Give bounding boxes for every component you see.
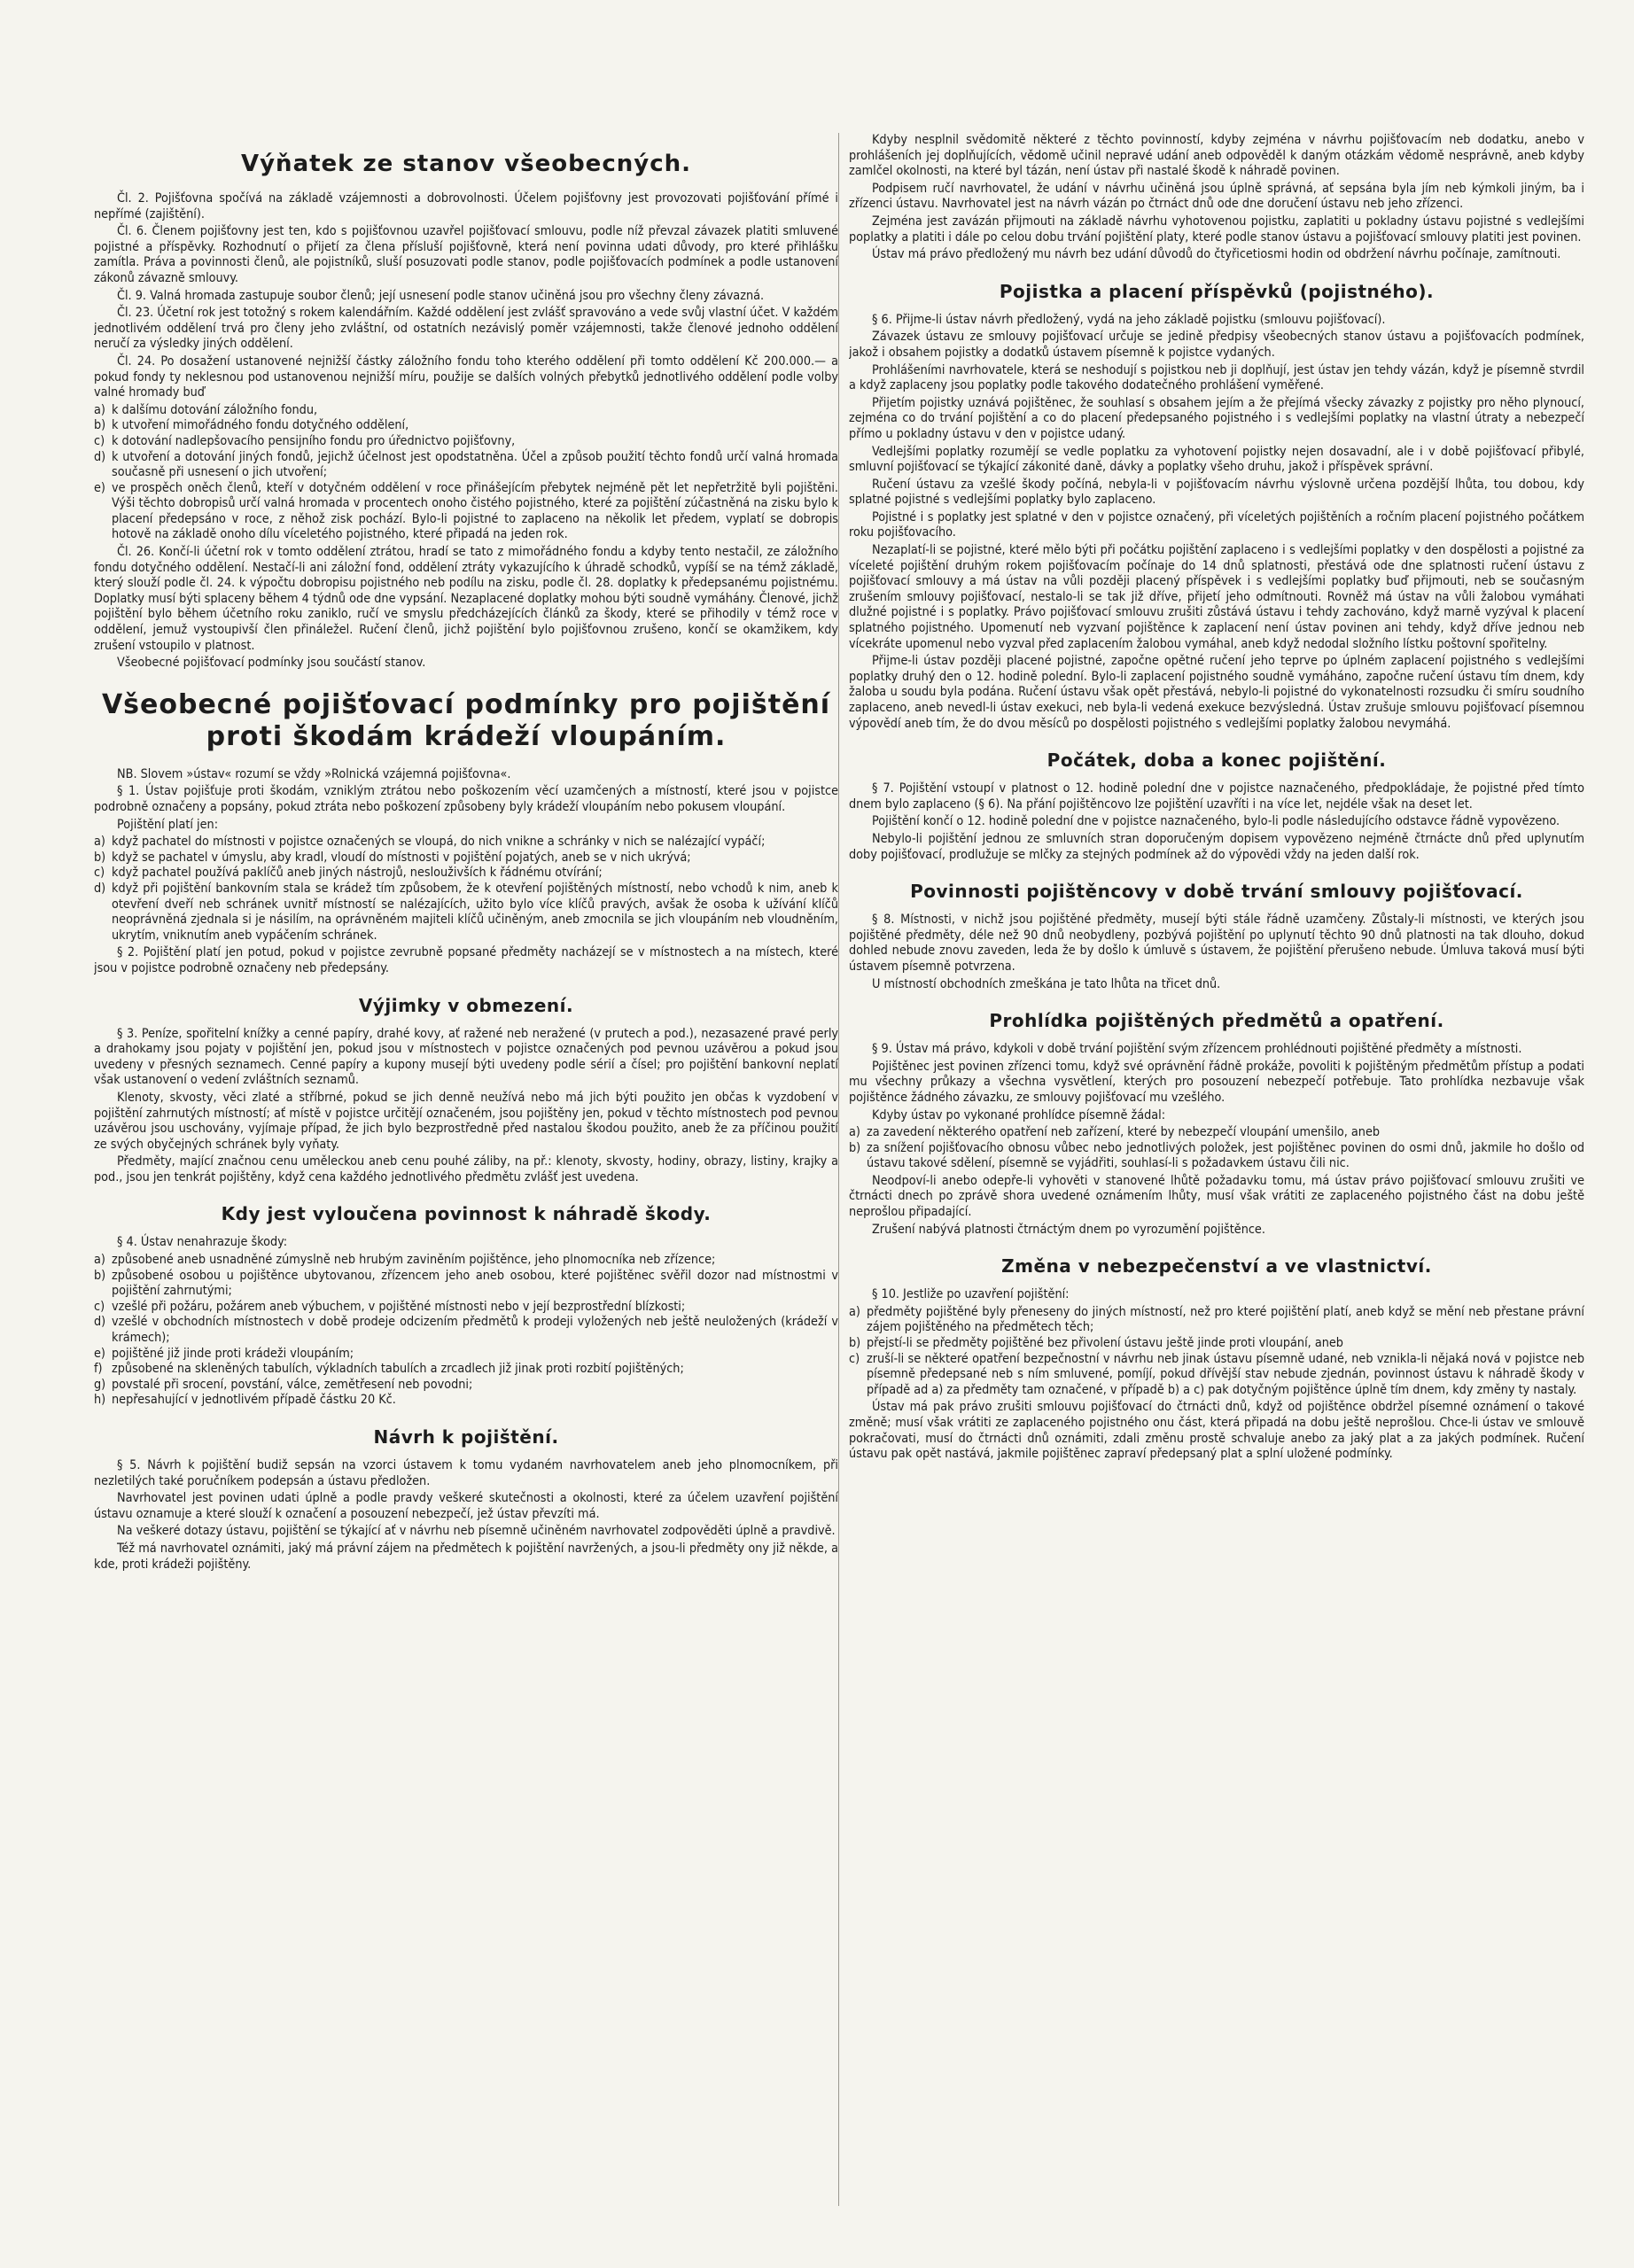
stanovy-title: Výňatek ze stanov všeobecných.	[240, 151, 691, 177]
section-7-p1: § 7. Pojištění vstoupí v platnost o 12. hodině polední dne v pojistce naznačeného, předpokládaje, že pojistné před tímto dnem bylo zaplaceno (§ 6). Na přání pojištěncovo lze pojištění uzavříti i na více let, nejdéle však na deset let.	[849, 781, 1584, 812]
stanovy-cl-23: Čl. 23. Účetní rok jest totožný s rokem kalendářním. Každé oddělení jest zvlášť spravováno a vede svůj vlastní účet. V každém jednotlivém oddělení trvá pro členy jeho zvláštní, od ostatních nezávislý poměr vzájemnosti, takže členové jednoho oddělení neručí za výsledky jiných oddělení.	[94, 306, 838, 352]
section-5-cont-p3: Zejména jest zavázán přijmouti na základě návrhu vyhotovenou pojistku, zaplatiti u pokladny ústavu pojistné s vedlejšími poplatky a platiti i dále po celou dobu trvání pojištění platy, které podle stanov ústavu a pojišťovací smlouvy platiti jest povinen.	[849, 214, 1584, 245]
section-5-cont-p4: Ústav má právo předložený mu návrh bez udání důvodů do čtyřicetiosmi hodin od obdržení návrhu počínaje, zamítnouti.	[872, 247, 1561, 262]
heading-vylouceni: Kdy jest vyloučena povinnost k náhradě škody.	[221, 1203, 712, 1225]
section-5-p1: § 5. Návrh k pojištění budiž sepsán na vzorci ústavem k tomu vydaném navrhovatelem aneb jeho plnomocníkem, při nezletilých také poručníkem podepsán a ústavu předložen.	[94, 1458, 838, 1488]
list-item: d) vzešlé v obchodních místnostech v době prodeje odcizením předmětů k prodeji vyložených neb ještě neuložených (krádeží v krámech);	[94, 1315, 838, 1346]
conditions-title: Všeobecné pojišťovací podmínky pro pojištění proti škodám krádeží vloupáním.	[101, 688, 831, 752]
list-item: b) k utvoření mimořádného fondu dotyčného oddělení,	[94, 418, 409, 433]
section-6-p4: Přijetím pojistky uznává pojištěnec, že souhlasí s obsahem jejím a že přejímá všecky závazky z pojistky pro něho plynoucí, zejména co do trvání pojištění a co do placení předepsaného pojistného i s vedlejšími poplatky na vlastní útraty a nebezpečí přímo u pokladny ústavu v den v pojistce udaný.	[849, 395, 1584, 441]
stanovy-cl-26: Čl. 26. Končí-li účetní rok v tomto oddělení ztrátou, hradí se tato z mimořádného fondu a kdyby tento nestačil, ze záložního fondu dotyčného oddělení. Nestačí-li ani záložní fond, oddělení ztráty vykazujícího k úhradě schodků, vypíší se na témž základě, který slouží podle čl. 24. k výpočtu dobropisu pojistného neb podílu na zisku, podle čl. 28. doplatky k předepsanému pojistnému. Doplatky musí býti splaceny během 4 týdnů ode dne vypsání. Nezaplacené doplatky mohou býti soudně vymáhány. Členové, jichž pojištění bylo během účetního roku zaniklo, ručí ve smyslu předcházejících článků za škody, které se přihodily v témž roce v oddělení, jemuž vystoupivší člen přináležel. Ručení členů, jichž pojištění bylo pojišťovnou zrušeno, končí se okamžikem, kdy zrušení vstoupilo v platnost.	[94, 545, 838, 653]
section-8-p2: U místností obchodních zmeškána je tato lhůta na třicet dnů.	[872, 976, 1221, 991]
section-1-list	[94, 835, 838, 944]
nb-note: NB. Slovem »ústav« rozumí se vždy »Rolnická vzájemná pojišťovna«.	[117, 766, 511, 781]
heading-prohlidka: Prohlídka pojištěných předmětů a opatření.	[989, 1010, 1444, 1032]
list-item: c) vzešlé při požáru, požárem aneb výbuchem, v pojištěné místnosti nebo v její bezprostřední blízkosti;	[94, 1299, 686, 1314]
list-item: a) předměty pojištěné byly přeneseny do jiných místností, než pro které pojištění platí, aneb když se mění neb přestane právní zájem pojištěného na předmětech těch;	[849, 1304, 1584, 1335]
section-9-p2: Pojištěnec jest povinen zřízenci tomu, když své oprávnění řádně prokáže, povoliti k pojištěným předmětům přístup a podati mu všechny průkazy a všechna vysvětlení, kterých pro posouzení nebezpečí potřebuje. Tato prohlídka nezbavuje však pojištěnce žádného závazku, ze smlouvy pojišťovací mu vzešlého.	[849, 1059, 1584, 1105]
section-7-p2: Pojištění končí o 12. hodině polední dne v pojistce naznačeného, bylo-li podle následujícího odstavce řádně vypovězeno.	[872, 814, 1560, 829]
section-6-p1: § 6. Přijme-li ústav návrh předložený, vydá na jeho základě pojistku (smlouvu pojišťovací).	[872, 312, 1386, 327]
list-item: d) když při pojištění bankovním stala se krádež tím způsobem, že k otevření pojištěných místností, nebo vchodů k nim, aneb k otevření dveří neb schránek uvnitř místností se nalézajících, užito bylo více klíčů pravých, avšak že osoba k užívání klíčů neoprávněná zjednala si je násilím, na oprávněném majiteli klíčů učiněným, aneb zmocnila se jich vloupáním neb vloudněním, ukrytím, vniknutím aneb vypáčením schránek.	[94, 881, 838, 943]
heading-vyjimky: Výjimky v obmezení.	[358, 994, 574, 1016]
list-item: a) když pachatel do místnosti v pojistce označených se vloupá, do nich vnikne a schránky v nich se nalézající vypáčí;	[94, 835, 766, 850]
section-4: § 4. Ústav nenahrazuje škody:	[117, 1235, 288, 1250]
list-item: c) když pachatel používá paklíčů aneb jiných nástrojů, neslouživších k řádnému otvírání;	[94, 866, 603, 881]
list-item: b) přejstí-li se předměty pojištěné bez přivolení ústavu ještě jinde proti vloupání, aneb	[849, 1336, 1343, 1351]
section-10: § 10. Jestliže po uzavření pojištění:	[872, 1287, 1070, 1302]
section-5-cont-p1: Kdyby nesplnil svědomitě některé z těchto povinností, kdyby zejména v návrhu pojišťovacím neb dodatku, anebo v prohlášeních jej doplňujících, vědomě učinil nepravé udání aneb odpověděl k daným otázkám vědomě nesprávně, aneb kdyby zamlčel okolnosti, na které byl tázán, není ústav při nastalé škodě k náhradě povinen.	[849, 133, 1584, 179]
section-6-p2: Závazek ústavu ze smlouvy pojišťovací určuje se jedině předpisy všeobecných stanov ústavu a pojišťovacích podmínek, jakož i obsahem pojistky a dodatků ústavem písemně k pojistce vydaných.	[849, 330, 1584, 360]
list-item: b) za snížení pojišťovacího obnosu vůbec nebo jednotlivých položek, jest pojištěnec povinen do osmi dnů, jakmile ho došlo od ústavu takové sdělení, písemně se vyjádřiti, souhlasí-li s požadavkem ústavu čili nic.	[849, 1140, 1584, 1171]
stanovy-cl-24: Čl. 24. Po dosažení ustanovené nejnižší částky záložního fondu toho kterého oddělení při tomto oddělení Kč 200.000.— a pokud fondy ty neklesnou pod ustanovenou nejnižší míru, použije se dalších volných přebytků jednotlivého oddělení podle volby valné hromady buď	[94, 353, 838, 400]
heading-povinnosti: Povinnosti pojištěncovy v době trvání smlouvy pojišťovací.	[910, 881, 1523, 903]
section-7-p3: Nebylo-li pojištění jednou ze smluvních stran doporučeným dopisem vypovězeno nejméně čtrnácte dnů před uplynutím doby pojišťovací, prodlužuje se mlčky za stejných podmínek až do výpovědi vždy na jeden další rok.	[849, 831, 1584, 862]
section-5-p2: Navrhovatel jest povinen udati úplně a podle pravdy veškeré skutečnosti a okolnosti, které za účelem uzavření pojištění ústavu oznamuje a které slouží k označení a posouzení nebezpečí, jež ústav převzíti má.	[94, 1491, 838, 1521]
list-item: e) pojištěné již jinde proti krádeži vloupáním;	[94, 1346, 354, 1361]
section-5-p3: Na veškeré dotazy ústavu, pojištění se týkající ať v návrhu neb písemně učiněném navrhovatel zodpověděti úplně a pravdivě.	[117, 1524, 836, 1539]
list-item: e) ve prospěch oněch členů, kteří v dotyčném oddělení v roce přinášejícím přebytek nejméně pět let nepřetržitě byli pojištěni. Výši těchto dobropisů určí valná hromada v procentech onoho čistého pojistného, které za pojištění zúčastněná na zisku bylo k placení předepsáno v roce, z něhož zisk pochází. Bylo-li pojistné to zaplaceno na několik let předem, vyplatí se dobropis hotově na základě onoho dílu víceletého pojistného, které připadá na jeden rok.	[94, 480, 838, 542]
list-item: b) způsobené osobou u pojištěnce ubytovanou, zřízencem jeho aneb osobou, které pojištěnec svěřil dozor nad místnostmi v pojištění zahrnutými;	[94, 1268, 838, 1299]
list-item: c) zruší-li se některé opatření bezpečnostní v návrhu neb jinak ústavu písemně udané, neb vznikla-li nějaká nová v pojistce neb písemně předepsané neb s ním smluvené, pomíjí, pokud dřívější stav nebude zjednán, povinnost ústavu k náhradě škody v případě ad a) za předměty tam označené, v případě b) a c) pak dotyčným pojištěnce úplně tím dnem, kdy změny ty nastaly.	[849, 1351, 1584, 1397]
section-6-p8: Nezaplatí-li se pojistné, které mělo býti při počátku pojištění zaplaceno i s vedlejšími poplatky v den dospělosti a pojistné za víceleté pojištění druhým rokem pojišťovacím počínaje do 14 dnů splatnosti, přestává ode dne splatnosti ručení ústavu z pojišťovací smlouvy a má ústav na vůli později placený příspěvek i s vedlejšími poplatky buď přijmouti, neb se současným zrušením smlouvy pojišťovací, nestalo-li se tak již dříve, přijetí jeho odmítnouti. Rovněž má ústav na vůli žalobou vymáhati dlužné pojistné i s poplatky. Právo pojišťovací smlouvu zrušiti zůstává ústavu i tehdy zachováno, když marně vyzýval k placení splatného pojistného. Upomenutí neb vyzvaní pojištěnce k zaplacení není ústav povinen ani tehdy, když dříve jednou neb vícekráte upomenul nebo vyzval před zaplacením žalobou vymáhal, aneb když nedodal složního lístku poštovní spořitelny.	[849, 543, 1584, 651]
section-9-p5: Zrušení nabývá platnosti čtrnáctým dnem po vyrozumění pojištěnce.	[872, 1222, 1265, 1237]
section-8-p1: § 8. Místnosti, v nichž jsou pojištěné předměty, musejí býti stále řádně uzamčeny. Zůstaly-li místnosti, ve kterých jsou pojištěné předměty, déle než 90 dnů neobydleny, pozbývá pojištění po uplynutí těchto 90 dnů platnosti na tak dlouho, dokud dohled nebude znovu zaveden, leda že by došlo k úmluvě s ústavem, že pojištění přerušeno nebude. Úmluva taková musí býti ústavem písemně potvrzena.	[849, 913, 1584, 974]
list-item: f) způsobené na skleněných tabulích, výkladních tabulích a zrcadlech již jinak proti rozbití pojištěných;	[94, 1362, 684, 1377]
section-9-p4: Neodpoví-li anebo odepře-li vyhověti v stanovené lhůtě požadavku tomu, má ústav právo pojišťovací smlouvu zrušiti ve čtrnácti dnech po zprávě shora uvedené oznámením lhůty, musí však vrátiti ze zaplaceného pojistného část na dobu ještě neprošlou připadající.	[849, 1173, 1584, 1220]
column-divider	[838, 133, 839, 2206]
section-5-cont-p2: Podpisem ručí navrhovatel, že udání v návrhu učiněná jsou úplně správná, ať sepsána byla jím neb kýmkoli jiným, ba i zřízenci ústavu. Navrhovatel jest na návrh vázán po čtrnáct dnů ode dne doručení ústavu neb jeho zřízenci.	[849, 181, 1584, 212]
list-item: a) za zavedení některého opatření neb zařízení, které by nebezpečí vloupání umenšilo, aneb	[849, 1125, 1381, 1140]
cl-24-list	[94, 403, 838, 543]
heading-navrh: Návrh k pojištění.	[373, 1426, 559, 1448]
section-1-intro: Pojištění platí jen:	[117, 817, 219, 832]
section-2: § 2. Pojištění platí jen potud, pokud v pojistce zevrubně popsané předměty nacházejí se v místnostech a na místech, které jsou v pojistce podrobně označeny neb předepsány.	[94, 945, 838, 975]
left-column	[94, 133, 838, 2206]
section-3-p3: Předměty, mající značnou cenu uměleckou aneb cenu pouhé záliby, na př.: klenoty, skvosty, hodiny, obrazy, listiny, krajky a pod., jsou jen tenkrát pojištěny, když cena každého jednotlivého předmětu zvlášť jest uvedena.	[94, 1154, 838, 1184]
section-6-p9: Přijme-li ústav později placené pojistné, započne opětné ručení jeho teprve po úplném zaplacení pojistného s vedlejšími poplatky druhý den o 12. hodině polední. Bylo-li zaplacení pojistného soudně vymáháno, započne ručení ústavu tím dnem, kdy žaloba u soudu byla podána. Ručení ústavu však opět přestává, nebylo-li pojistné do vykonatelnosti rozsudku či smíru soudního zaplaceno, aneb nevedl-li ústav exekuci, neb byla-li vedená exekuce bezvýsledná. Ústav zrušuje smlouvu pojišťovací písemnou výpovědí aneb tím, že do dvou měsíců po dospělosti pojistného s vedlejšími poplatky žalobou nevymáhá.	[849, 654, 1584, 731]
section-4-list	[94, 1253, 838, 1409]
section-9-list	[849, 1125, 1584, 1172]
stanovy-cl-9: Čl. 9. Valná hromada zastupuje soubor členů; její usnesení podle stanov učiněná jsou pro všechny členy závazná.	[117, 288, 765, 303]
list-item: b) když se pachatel v úmyslu, aby kradl, vloudí do místnosti v pojištění pojatých, aneb se v nich ukrývá;	[94, 850, 691, 865]
heading-pojistka: Pojistka a placení příspěvků (pojistného).	[999, 280, 1435, 302]
section-6-p7: Pojistné i s poplatky jest splatné v den v pojistce označený, při víceletých pojištěních a ročním placení pojistného počátkem roku pojišťovacího.	[849, 509, 1584, 540]
list-item: a) způsobené aneb usnadněné zúmyslně neb hrubým zaviněním pojištěnce, jeho plnomocníka neb zřízence;	[94, 1253, 716, 1268]
section-3-p1: § 3. Peníze, spořitelní knížky a cenné papíry, drahé kovy, ať ražené neb neražené (v prutech a pod.), nezasazené pravé perly a drahokamy jsou pojaty v pojištění jen, pokud jsou v místnostech v pojistce označených pod pevnou uzávěrou a pokud jsou uvedeny v přesných seznamech. Cenné papíry a kupony musejí býti uvedeny podle sérií a čísel; pro pojištění bankovní neplatí však ustanovení o vedení zvláštních seznamů.	[94, 1026, 838, 1088]
section-9-p3: Kdyby ústav po vykonané prohlídce písemně žádal:	[872, 1107, 1166, 1122]
heading-zmena: Změna v nebezpečenství a ve vlastnictví.	[1001, 1255, 1432, 1278]
section-6-p6: Ručení ústavu za vzešlé škody počíná, nebyla-li v pojišťovacím návrhu výslovně určena pozdější lhůta, tou dobou, kdy splatné pojistné s vedlejšími poplatky bylo zaplaceno.	[849, 477, 1584, 508]
list-item: c) k dotování nadlepšovacího pensijního fondu pro úřednictvo pojišťovny,	[94, 433, 516, 448]
list-item: g) povstalé při srocení, povstání, válce, zemětřesení neb povodni;	[94, 1377, 473, 1392]
section-5-p4: Též má navrhovatel oznámiti, jaký má právní zájem na předmětech k pojištění navržených, a jsou-li předměty ony již někde, a kde, proti krádeži pojištěny.	[94, 1541, 838, 1572]
section-10-list	[849, 1305, 1584, 1399]
section-9-p1: § 9. Ústav má právo, kdykoli v době trvání pojištění svým zřízencem prohlédnouti pojištěné předměty a místnosti.	[872, 1042, 1522, 1057]
list-item: h) nepřesahující v jednotlivém případě částku 20 Kč.	[94, 1393, 396, 1408]
section-6-p5: Vedlejšími poplatky rozumějí se vedle poplatku za vyhotovení pojistky nejen dosavadní, ale i v době pojišťovací přibylé, smluvní pojišťovací se týkající zákonité daně, dávky a poplatky všeho druhu, jakož i příspěvek správní.	[849, 444, 1584, 475]
section-6-p3: Prohlášeními navrhovatele, která se neshodují s pojistkou neb ji doplňují, jest ústav jen tehdy vázán, když je písemně stvrdil a když zaplaceny jsou poplatky podle takového dodatečného prohlášení vyměřené.	[849, 362, 1584, 393]
heading-pocatek: Počátek, doba a konec pojištění.	[1047, 750, 1387, 772]
right-column	[849, 133, 1584, 2206]
stanovy-note: Všeobecné pojišťovací podmínky jsou součástí stanov.	[117, 656, 426, 671]
stanovy-cl-6: Čl. 6. Členem pojišťovny jest ten, kdo s pojišťovnou uzavřel pojišťovací smlouvu, podle níž převzal závazek platiti smluvené pojistné a příspěvky. Rozhodnutí o přijetí za člena přísluší pojišťovně, která není povinna udati důvody, pro které přihlášku zamítla. Práva a povinnosti členů, ale pojistníků, sluší posuzovati podle stanov, podle pojišťovacích podmínek a podle ustanovení zákonů závazně smlouvy.	[94, 224, 838, 285]
section-3-p2: Klenoty, skvosty, věci zlaté a stříbrné, pokud se jich denně neužívá nebo má jich býti použito jen občas k vyzdobení v pojištění zahrnutých místností; ať místě v pojistce určitějí označeném, jsou pojištěny jen, pokud v těchto místnostech pod pevnou uzávěrou jsou uschovány, vyjímaje případ, že jich bylo bezprostředně před nastalou škodou použito, aneb že za příčinou použití ze svých obyčejných schránek byly vyňaty.	[94, 1090, 838, 1152]
section-10-p2: Ústav má pak právo zrušiti smlouvu pojišťovací do čtrnácti dnů, když od pojištěnce obdržel písemné oznámení o takové změně; musí však vrátiti ze zaplaceného pojistného onu část, která připadá na dobu ještě neprošlou. Chce-li ústav ve smlouvě pokračovati, musí do čtrnácti dnů oznámiti, zdali změnu prostě schvaluje anebo za jaký plat a za jakých podmínek. Ručení ústavu pak opět nastává, jakmile pojištěnec zapraví předepsaný plat a splní uložené podmínky.	[849, 1400, 1584, 1462]
stanovy-cl-2: Čl. 2. Pojišťovna spočívá na základě vzájemnosti a dobrovolnosti. Účelem pojišťovny jest provozovati pojišťování přímé i nepřímé (zajištění).	[94, 191, 838, 221]
section-1: § 1. Ústav pojišťuje proti škodám, vzniklým ztrátou nebo poškozením věcí uzamčených a místností, které jsou v pojistce podrobně označeny a popsány, pokud ztráta nebo poškození způsobeny byly krádeží vloupáním nebo pokusem vloupání.	[94, 784, 838, 814]
list-item: a) k dalšímu dotování záložního fondu,	[94, 402, 318, 417]
list-item: d) k utvoření a dotování jiných fondů, jejichž účelnost jest opodstatněna. Účel a způsob použití těchto fondů určí valná hromada současně při usnesení o jich utvoření;	[94, 449, 838, 480]
